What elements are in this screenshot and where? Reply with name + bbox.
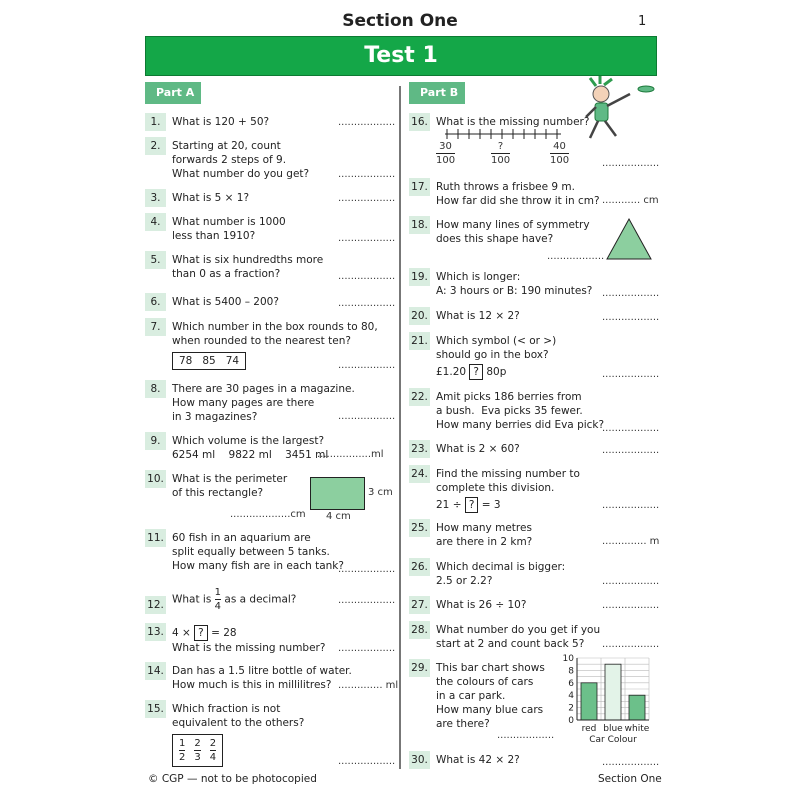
question-number: 1.: [145, 113, 166, 131]
question-text: Find the missing number to complete this division. 21 ÷ ? = 3: [436, 468, 580, 511]
girl-with-frisbee-illustration: [578, 76, 658, 144]
question-text: Which fraction is not equivalent to the others? $\frac{1}{2}$ $\frac{2}{3}$ $\frac{2}{4}$: [172, 702, 304, 767]
question-text: Ruth throws a frisbee 9 m. How far did she throw it in cm?: [436, 181, 600, 207]
x-axis-label: Car Colour: [589, 735, 637, 744]
question-text: What is 120 + 50?: [172, 116, 270, 128]
fraction-option: $\frac{2}{4}$: [209, 738, 217, 763]
missing-number-box: ?: [465, 497, 479, 513]
question-number: 28.: [409, 621, 430, 639]
answer-line-11[interactable]: ..................: [338, 564, 396, 575]
y-tick-label: 10: [562, 654, 574, 664]
x-tick-label: white: [624, 724, 650, 734]
number-line: [443, 127, 565, 141]
question-number: 13.: [145, 623, 166, 641]
question-number: 24.: [409, 465, 430, 483]
question-text: Which decimal is bigger: 2.5 or 2.2?: [436, 561, 566, 587]
question-number: 6.: [145, 293, 166, 311]
question-text: What number is 1000 less than 1910?: [172, 216, 286, 242]
x-tick-label: red: [581, 724, 597, 734]
question-number: 11.: [145, 529, 166, 547]
car-colour-bar-chart: [555, 652, 665, 744]
answer-line-21[interactable]: ..................: [602, 369, 660, 380]
answer-line-27[interactable]: ..................: [602, 600, 660, 611]
answer-line-6[interactable]: ..................: [338, 298, 396, 309]
bar-red: [581, 683, 597, 720]
answer-line-14[interactable]: .............. ml: [338, 680, 399, 691]
question-text: 60 fish in an aquarium are split equally between 5 tanks. How many fish are in each tank?: [172, 532, 344, 572]
answer-line-29[interactable]: ..................: [497, 730, 555, 741]
section-title: Section One: [342, 11, 458, 31]
question-text: What is 42 × 2?: [436, 754, 520, 766]
question-number: 4.: [145, 213, 166, 231]
x-tick-label: blue: [603, 724, 623, 734]
question-number: 3.: [145, 189, 166, 207]
rectangle-height-label: 3 cm: [368, 487, 393, 498]
question-text: What number do you get if you start at 2 and count back 5?: [436, 624, 601, 650]
bar-white: [629, 695, 645, 720]
question-number: 21.: [409, 332, 430, 350]
question-text: Amit picks 186 berries from a bush. Eva picks 35 fewer. How many berries did Eva pick?: [436, 391, 605, 431]
column-divider: [399, 86, 401, 769]
question-text: What is 5 × 1?: [172, 192, 250, 204]
question-number: 10.: [145, 470, 166, 488]
answer-line-5[interactable]: ..................: [338, 271, 396, 282]
rectangle-width-label: 4 cm: [326, 511, 351, 522]
bar-blue: [605, 664, 621, 720]
answer-line-23[interactable]: ..................: [602, 445, 660, 456]
answer-line-2[interactable]: ..................: [338, 169, 396, 180]
answer-line-4[interactable]: ..................: [338, 233, 396, 244]
question-text: Which number in the box rounds to 80, when rounded to the nearest ten? 78 85 74: [172, 320, 378, 370]
question-number: 17.: [409, 178, 430, 196]
question-text: What is 26 ÷ 10?: [436, 599, 527, 611]
number-options-box: 78 85 74: [172, 352, 246, 370]
rectangle-shape: [310, 477, 365, 510]
section-footer: Section One: [598, 773, 662, 785]
fraction-option: $\frac{2}{3}$: [194, 738, 201, 763]
question-text: How many metres are there in 2 km?: [436, 522, 533, 548]
question-number: 14.: [145, 662, 166, 680]
y-tick-label: 8: [568, 666, 574, 677]
number-line-label-end: $\frac{40}{100}$: [550, 141, 570, 166]
question-number: 12.: [145, 596, 166, 614]
answer-line-24[interactable]: ..................: [602, 500, 660, 511]
question-number: 22.: [409, 388, 430, 406]
question-number: 20.: [409, 307, 430, 325]
question-text: This bar chart shows the colours of cars in a car park. How many blue cars are there?: [436, 662, 545, 730]
answer-line-15[interactable]: ..................: [338, 756, 396, 767]
question-text: Dan has a 1.5 litre bottle of water. How much is this in millilitres?: [172, 665, 352, 691]
question-text: What is 12 × 2?: [436, 310, 520, 322]
part-b-label: Part B: [409, 82, 465, 104]
answer-line-3[interactable]: ..................: [338, 193, 396, 204]
question-text: 4 × ? = 28 What is the missing number?: [172, 627, 326, 654]
fraction-options-box: [172, 734, 223, 767]
answer-line-12[interactable]: ..................: [338, 595, 396, 606]
answer-line-1[interactable]: ..................: [338, 117, 396, 128]
y-tick-label: 0: [568, 716, 574, 726]
answer-line-7[interactable]: ..................: [338, 360, 396, 371]
question-text: What is six hundredths more than 0 as a fraction?: [172, 254, 324, 280]
question-number: 2.: [145, 137, 166, 155]
answer-line-9[interactable]: .................ml: [317, 449, 384, 460]
question-text: Which volume is the largest? 6254 ml 9822 ml 3451 ml: [172, 435, 329, 461]
question-text: Starting at 20, count forwards 2 steps of 9. What number do you get?: [172, 140, 310, 180]
fraction-option: $\frac{1}{2}$: [179, 738, 186, 763]
question-number: 8.: [145, 380, 166, 398]
answer-line-10[interactable]: ...................cm: [230, 509, 306, 520]
number-line-label-missing: $\frac{?}{100}$: [491, 141, 511, 166]
number-line-label-start: $\frac{30}{100}$: [436, 141, 456, 166]
question-number: 23.: [409, 440, 430, 458]
question-number: 26.: [409, 558, 430, 576]
question-number: 16.: [409, 113, 430, 131]
missing-number-box: ?: [194, 625, 208, 641]
answer-line-19[interactable]: ..................: [602, 288, 660, 299]
answer-line-17[interactable]: ............ cm: [602, 195, 659, 206]
question-number: 19.: [409, 268, 430, 286]
part-a-label: Part A: [145, 82, 201, 104]
answer-line-8[interactable]: ..................: [338, 411, 396, 422]
question-number: 5.: [145, 251, 166, 269]
question-text: What is the missing number?: [436, 116, 590, 128]
question-number: 15.: [145, 700, 166, 718]
answer-line-28[interactable]: ..................: [602, 639, 660, 650]
question-text: There are 30 pages in a magazine. How many pages are there in 3 magazines?: [172, 383, 355, 423]
answer-line-20[interactable]: ..................: [602, 312, 660, 323]
answer-line-16[interactable]: ..................: [602, 158, 660, 169]
answer-line-26[interactable]: ..................: [602, 576, 660, 587]
y-tick-label: 4: [568, 691, 574, 702]
question-text: What is 5400 – 200?: [172, 296, 279, 308]
triangle-shape: [605, 217, 653, 261]
answer-line-18[interactable]: ..................: [547, 251, 605, 262]
question-number: 25.: [409, 519, 430, 537]
fraction: $\frac{1}{4}$: [214, 587, 222, 612]
symbol-box: ?: [469, 364, 483, 380]
question-number: 9.: [145, 432, 166, 450]
answer-line-25[interactable]: .............. m: [602, 536, 660, 547]
question-text: How many lines of symmetry does this shape have?: [436, 219, 590, 245]
question-number: 27.: [409, 596, 430, 614]
question-number: 29.: [409, 659, 430, 677]
answer-line-30[interactable]: ..................: [602, 757, 660, 768]
y-tick-label: 2: [568, 703, 574, 714]
question-number: 7.: [145, 318, 166, 336]
question-text: What is 2 × 60?: [436, 443, 520, 455]
y-tick-label: 6: [568, 678, 574, 689]
question-text: What is $\frac{1}{4}$ as a decimal?: [172, 587, 297, 612]
answer-line-22[interactable]: ..................: [602, 423, 660, 434]
question-text: Which is longer: A: 3 hours or B: 190 minutes?: [436, 271, 593, 297]
question-text: What is the perimeter of this rectangle?: [172, 473, 288, 499]
copyright-footer: © CGP — not to be photocopied: [148, 773, 317, 785]
page-number: 1: [638, 14, 647, 29]
question-text: Which symbol (< or >) should go in the box? £1.20 ? 80p: [436, 335, 557, 378]
question-number: 30.: [409, 751, 430, 769]
test-banner: Test 1: [145, 36, 657, 76]
answer-line-13[interactable]: ..................: [338, 643, 396, 654]
question-number: 18.: [409, 216, 430, 234]
